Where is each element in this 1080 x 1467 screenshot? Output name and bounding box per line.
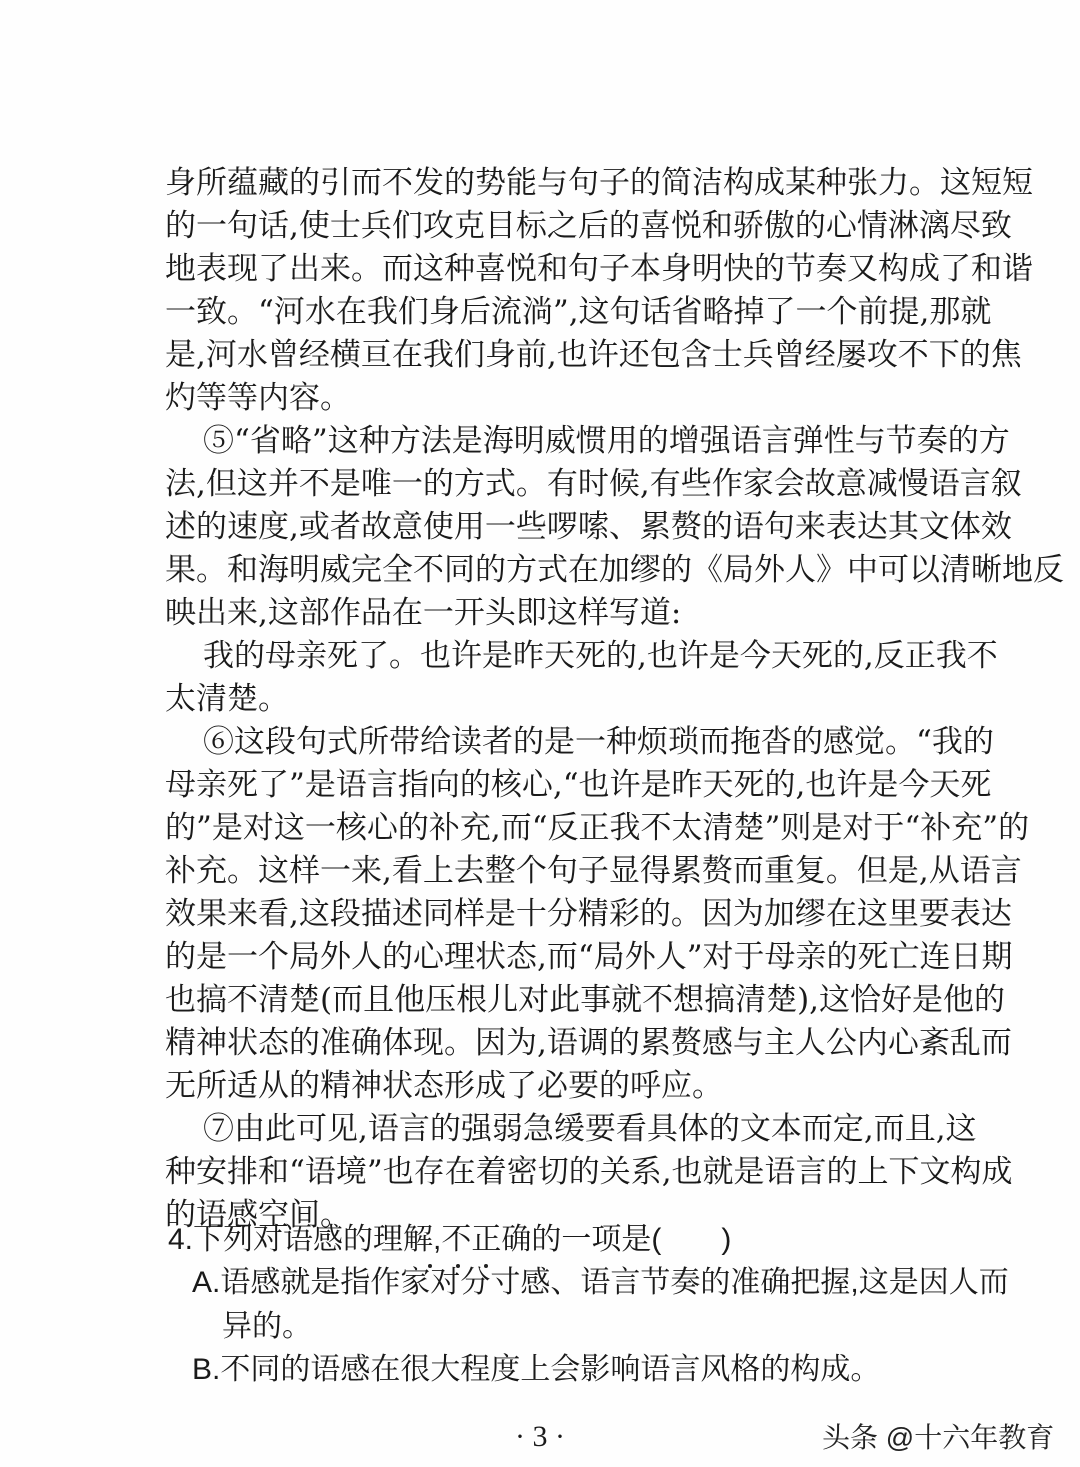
text-line: 是,河水曾经横亘在我们身前,也许还包含士兵曾经屡攻不下的焦 bbox=[165, 337, 1022, 373]
text-line: 也搞不清楚(而且他压根儿对此事就不想搞清楚),这恰好是他的 bbox=[165, 982, 1006, 1018]
text-line: 的是一个局外人的心理状态,而“局外人”对于母亲的死亡连日期 bbox=[165, 939, 1013, 975]
paragraph-6-first-line: ⑥这段句式所带给读者的是一种烦琐而拖沓的感觉。“我的 bbox=[203, 724, 994, 760]
option-b-text: 不同的语感在很大程度上会影响语言风格的构成。 bbox=[220, 1353, 881, 1386]
question-4-stem: 4.下列对语感的理解,不正确的一项是( ) bbox=[168, 1223, 732, 1256]
paragraph-7-first-line: ⑦由此可见,语言的强弱急缓要看具体的文本而定,而且,这 bbox=[203, 1111, 977, 1147]
text-line: 的一句话,使士兵们攻克目标之后的喜悦和骄傲的心情淋漓尽致 bbox=[165, 208, 1012, 244]
text-line: 母亲死了”是语言指向的核心,“也许是昨天死的,也许是今天死 bbox=[165, 767, 992, 803]
text-line: 精神状态的准确体现。因为,语调的累赘感与主人公内心紊乱而 bbox=[165, 1025, 1012, 1061]
paragraph-5-first-line: ⑤“省略”这种方法是海明威惯用的增强语言弹性与节奏的方 bbox=[203, 423, 1010, 459]
quotation-first-line: 我的母亲死了。也许是昨天死的,也许是今天死的,反正我不 bbox=[203, 638, 998, 674]
option-a-label: A. bbox=[192, 1266, 221, 1299]
option-a-continuation: 异的。 bbox=[222, 1310, 312, 1343]
text-line: 的”是对这一核心的补充,而“反正我不太清楚”则是对于“补充”的 bbox=[165, 810, 1030, 846]
text-line: 一致。“河水在我们身后流淌”,这句话省略掉了一个前提,那就 bbox=[165, 294, 992, 330]
option-a-text: 语感就是指作家对分寸感、语言节奏的准确把握,这是因人而 bbox=[220, 1266, 1009, 1299]
watermark: 头条 @十六年教育 bbox=[822, 1422, 1055, 1453]
text-line: 果。和海明威完全不同的方式在加缪的《局外人》中可以清晰地反 bbox=[165, 552, 1064, 588]
option-b bbox=[192, 1350, 917, 1390]
text-line: 补充。这样一来,看上去整个句子显得累赘而重复。但是,从语言 bbox=[165, 853, 1022, 889]
text-line: 地表现了出来。而这种喜悦和句子本身明快的节奏又构成了和谐 bbox=[165, 251, 1033, 287]
text-line: 太清楚。 bbox=[165, 681, 289, 717]
text-line: 效果来看,这段描述同样是十分精彩的。因为加缪在这里要表达 bbox=[165, 896, 1012, 932]
text-line: 无所适从的精神状态形成了必要的呼应。 bbox=[165, 1068, 723, 1104]
page-number: · 3 · bbox=[515, 1420, 565, 1453]
text-line: 身所蕴藏的引而不发的势能与句子的简洁构成某种张力。这短短 bbox=[165, 165, 1033, 201]
option-b-label: B. bbox=[192, 1353, 221, 1386]
text-line: 映出来,这部作品在一开头即这样写道: bbox=[165, 595, 682, 631]
option-a bbox=[192, 1263, 1009, 1303]
text-line: 灼等等内容。 bbox=[165, 380, 351, 416]
text-line: 的语感空间。 bbox=[165, 1197, 351, 1233]
text-line: 述的速度,或者故意使用一些啰嗦、累赘的语句来表达其文体效 bbox=[165, 509, 1012, 545]
text-line: 法,但这并不是唯一的方式。有时候,有些作家会故意减慢语言叙 bbox=[165, 466, 1022, 502]
text-line: 种安排和“语境”也存在着密切的关系,也就是语言的上下文构成 bbox=[165, 1154, 1013, 1190]
